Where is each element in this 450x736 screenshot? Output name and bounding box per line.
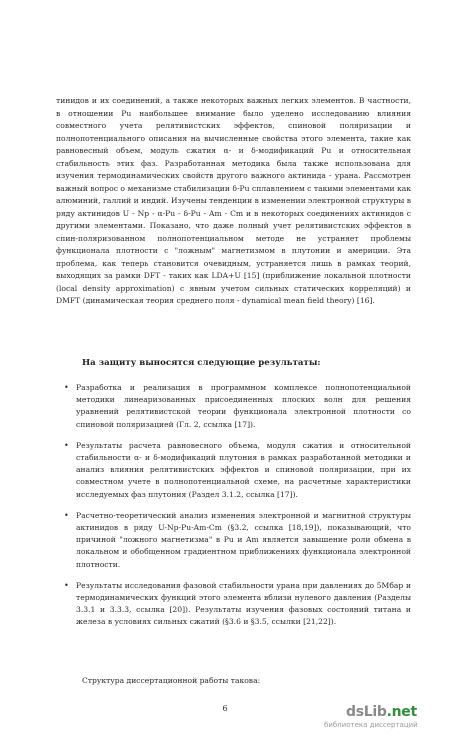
list-item-text: Расчетно-теоретический анализ изменения электронной и магнитной структуры актинидов в ряду U-Np-Pu-Am-Cm (§3.2, ссылка [18,19]), показывающий, что причиной "ложного магнетизма" в Pu и Am является завышение роли обмена в локальном и обобщенном градиентном приближениях функционала электронной плотности. bbox=[76, 510, 411, 569]
section-heading: На защиту выносятся следующие результаты: bbox=[82, 358, 321, 368]
results-list bbox=[64, 382, 411, 638]
watermark-tagline: библиотека диссертаций bbox=[324, 721, 418, 729]
logo-suffix: .net bbox=[386, 704, 417, 720]
page-number: 6 bbox=[222, 704, 228, 713]
list-item-text: Результаты исследования фазовой стабильности урана при давлениях до 5Мбар и термодинамических функций этого элемента вблизи нулевого давления (Разделы 3.3.1 и 3.3.3, ссылка [20]). Результаты изучения фазовых состояний титана и железа в условиях сильных сжатий (§3.6 и §3.5, ссылки [21,22]). bbox=[76, 580, 411, 627]
bullet-icon: • bbox=[64, 383, 69, 392]
list-item-text: Результаты расчета равновесного объема, модуля сжатия и относительной стабильности α- и δ-модификаций плутония в рамках разработанной методики и анализ влияния релятивистских эффектов и спиновой поляризации, при их совместном учете в полнопотенциальной схеме, на расчетные характеристики исследуемых фаз плутония (Раздел 3.1.2, ссылка [17]). bbox=[76, 440, 411, 499]
paragraph: тинидов и их соединений, а также некоторых важных легких элементов. В частности, в отношении Pu наибольшее внимание было уделено исследованию влияния совместного учета релятивистских эффектов, спиновой поляризации и полнопотенциального описания на вычисленные свойства этого элемента, такие как равновесный объем, модуль сжатия α- и δ-модификаций Pu и относительная стабильность этих фаз. Разработанная методика была также использована для изучения термодинамических свойств другого важного актинида - урана. Рассмотрен важный вопрос о механизме стабилизации δ-Pu сплавлением с такими элементами как алюминий, галлий и индий. Изучены тенденции в изменении электронной структуры в ряду актинидов U - Np - α-Pu - δ-Pu - Am - Cm и в некоторых соединениях актинидов с другими элементами. Показано, что даже полный учет релятивистских эффектов в спин-поляризованном полнопотенциальном методе не устраняет проблемы функционала плотности с "ложным" магнетизмом в плутонии и америции. Эта проблема, как теперь становится очевидным, устраняется лишь в рамках теорий, выходящих за рамки DFT - таких как LDA+U [15] (приближение локальной плотности (local density approximation) с явным учетом сильных статических корреляций) и DMFT (динамическая теория среднего поля - dynamical mean field theory) [16]. bbox=[56, 96, 411, 305]
dslib-logo bbox=[346, 704, 417, 720]
bullet-icon: • bbox=[64, 440, 69, 450]
list-item bbox=[64, 510, 411, 571]
list-item-text: Разработка и реализация в программном комплексе полнопотенциальной методики линеаризованных присоединенных плоских волн для решения уравнений релятивистской теории функционала электронной плотности со спиновой поляризацией (Гл. 2, ссылка [17]). bbox=[76, 383, 411, 429]
closing-line: Структура диссертационной работы такова: bbox=[82, 676, 261, 685]
dslib-watermark-link[interactable] bbox=[324, 704, 442, 732]
body-text bbox=[56, 95, 411, 308]
bullet-icon: • bbox=[64, 580, 69, 590]
list-item bbox=[64, 580, 411, 629]
bullet-icon: • bbox=[64, 510, 69, 520]
list-item bbox=[64, 440, 411, 501]
list-item bbox=[64, 382, 411, 431]
logo-main: dsLib bbox=[346, 704, 387, 720]
